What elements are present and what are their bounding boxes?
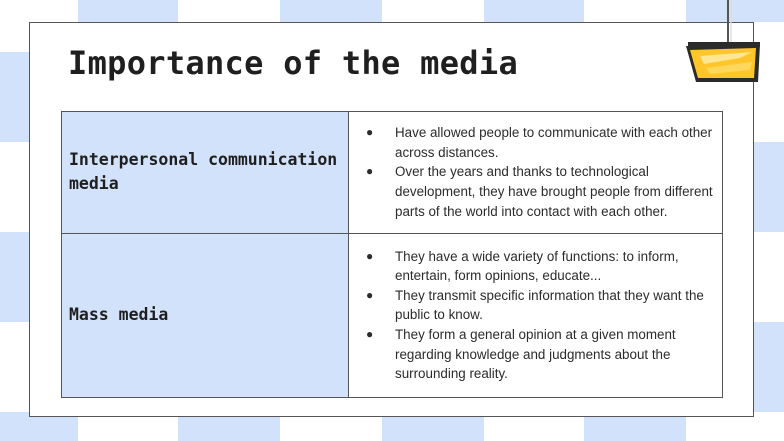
row-label: Mass media	[69, 305, 169, 325]
bullet-dot-icon: ●	[366, 164, 374, 179]
lamp-icon	[682, 0, 764, 86]
media-table	[61, 111, 723, 398]
slide-title: Importance of the media	[68, 44, 519, 82]
list-item	[366, 247, 716, 286]
bullet-dot-icon: ●	[366, 287, 374, 302]
row-label-cell	[62, 233, 349, 397]
row-text-cell	[349, 112, 723, 234]
bullet-dot-icon: ●	[366, 248, 374, 263]
bullet-dot-icon: ●	[366, 327, 374, 342]
list-item	[366, 286, 716, 325]
row-label-cell	[62, 112, 349, 234]
list-item	[366, 162, 716, 221]
bullet-text: They have a wide variety of functions: to inform, entertain, form opinions, educate...	[395, 248, 679, 284]
table-row	[62, 112, 723, 234]
row-text-cell	[349, 233, 723, 397]
bullet-list	[349, 123, 716, 221]
bullet-text: They transmit specific information that they want the public to know.	[395, 287, 704, 323]
list-item	[366, 123, 716, 162]
bullet-text: They form a general opinion at a given moment regarding knowledge and judgments about the surrounding reality.	[395, 327, 676, 382]
row-label: Interpersonal communication media	[69, 150, 338, 194]
bullet-dot-icon: ●	[366, 125, 374, 140]
bullet-list	[349, 247, 716, 384]
bullet-text: Have allowed people to communicate with each other across distances.	[395, 125, 713, 160]
bullet-text: Over the years and thanks to technological development, they have brought people from different parts of the world into contact with each other.	[395, 164, 713, 219]
table-row	[62, 233, 723, 397]
list-item	[366, 325, 716, 384]
